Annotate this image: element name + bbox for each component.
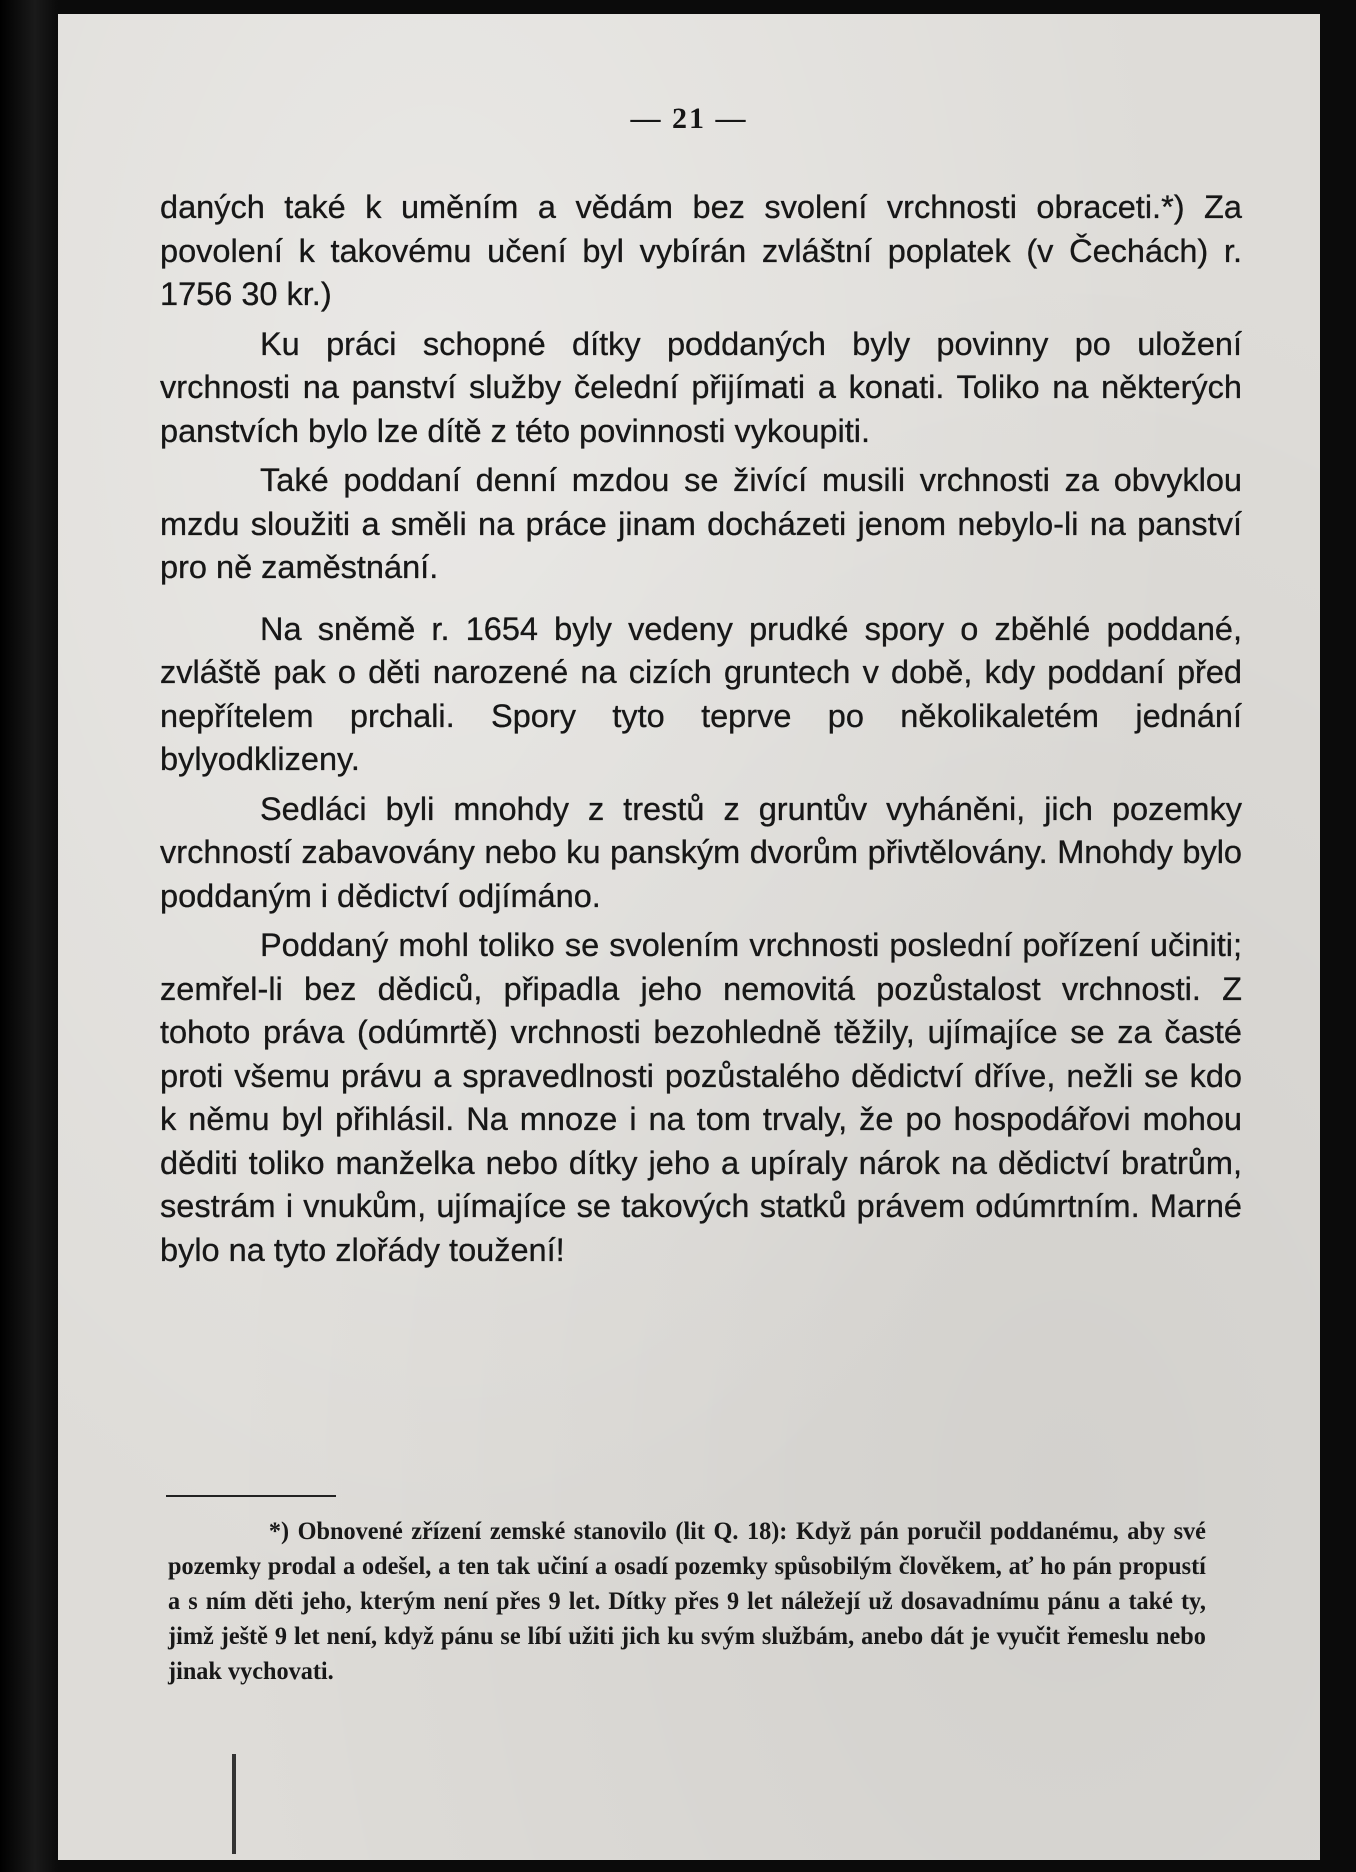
paragraph-2: Ku práci schopné dítky poddaných byly povinny po uložení vrchnosti na panství služby čelední přijímati a konati. Toliko na některých panstvích bylo lze dítě z této povinnosti vykoupiti. — [160, 325, 1242, 449]
scan-artifact-mark — [232, 1754, 236, 1854]
footnote: *) Obnovené zřízení zemské stanovilo (lit Q. 18): Když pán poručil poddanému, aby své pozemky prodal a odešel, a ten tak učiní a osadí pozemky spůsobilým člověkem, ať ho pán propustí a s ním děti jeho, kterým není přes 9 let. Dítky přes 9 let náležejí už dosavadnímu pánu a také ty, jimž ještě 9 let není, když pánu se líbí užiti jich ku svým službám, anebo dát je vyučit řemeslu nebo jinak vychovati. — [168, 1518, 1206, 1685]
page-number: — 21 — — [630, 102, 748, 135]
footnote-divider — [166, 1495, 336, 1497]
book-gutter — [0, 0, 58, 1872]
body-text — [160, 186, 1242, 1278]
paragraph-6: Poddaný mohl toliko se svolením vrchnosti poslední pořízení učiniti; zemřel-li bez dědiců, připadla jeho nemovitá pozůstalost vrchnosti. Z tohoto práva (odúmrtě) vrchnosti bezohledně těžily, ujímajíce se za časté proti všemu právu a spravedlnosti pozůstalého dědictví dříve, nežli se kdo k němu byl přihlásil. Na mnoze i na tom trvaly, že po hospodářovi mohou děditi toliko manželka nebo dítky jeho a upíraly nárok na dědictví bratrům, sestrám i vnukům, ujímajíce se takových statků právem odúmrtním. Marné bylo na tyto zlořády toužení! — [160, 927, 1242, 1268]
paragraph-3: Také poddaní denní mzdou se živící musili vrchnosti za obvyklou mzdu sloužiti a směli na práce jinam docházeti jenom nebylo-li na panství pro ně zaměstnání. — [160, 462, 1242, 585]
paragraph-1: daných také k uměním a vědám bez svolení vrchnosti obraceti.*) Za povolení k takovému učení byl vybírán zvláštní poplatek (v Čechách) r. 1756 30 kr.) — [160, 189, 1242, 312]
paragraph-5: Sedláci byli mnohdy z trestů z gruntův vyháněni, jich pozemky vrchností zabavovány nebo ku panským dvorům přivtělovány. Mnohdy bylo poddaným i dědictví odjímáno. — [160, 790, 1242, 914]
paragraph-4: Na sněmě r. 1654 byly vedeny prudké spory o zběhlé poddané, zvláště pak o děti narozené na cizích gruntech v době, kdy poddaní před nepřítelem prchali. Spory tyto teprve po několikaletém jednání bylyodklizeny. — [160, 610, 1242, 777]
scanned-page — [58, 14, 1320, 1860]
